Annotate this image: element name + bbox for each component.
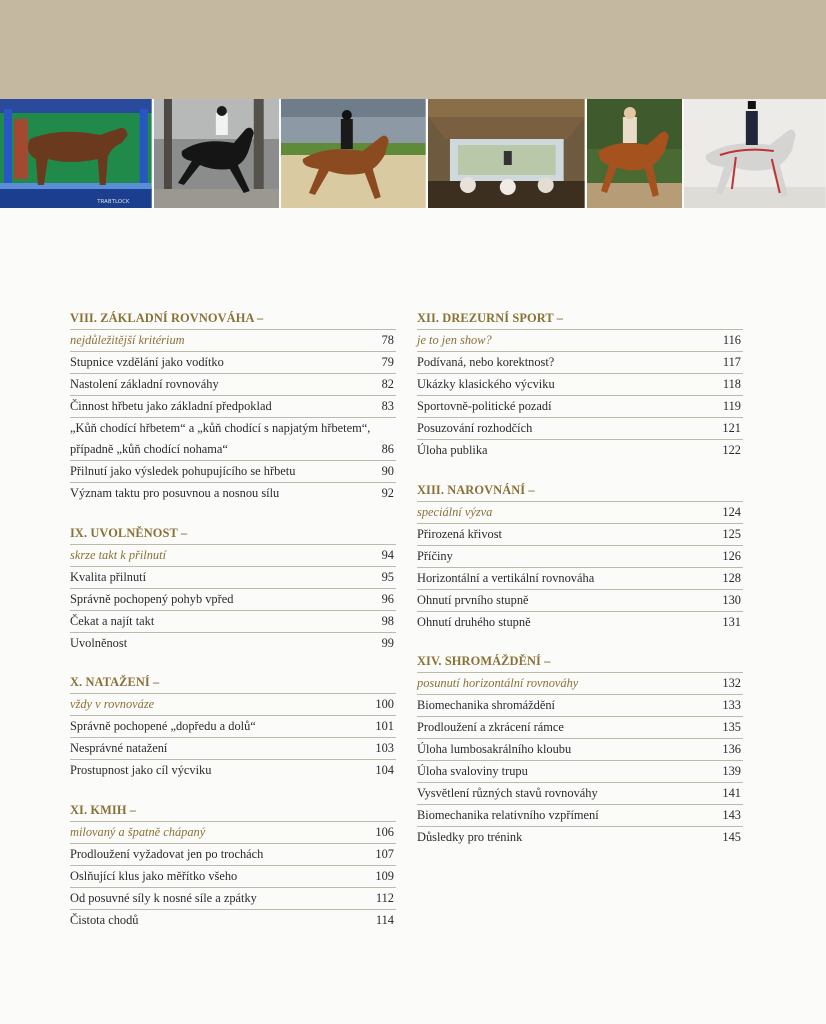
toc-entry[interactable] [70,588,396,610]
toc-entry[interactable] [70,373,396,395]
page-number: 103 [375,741,394,755]
toc-entry-title: Prodloužení a zkrácení rámce [417,720,564,734]
rider-chestnut-photo [587,99,683,208]
page-number: 117 [722,355,741,369]
page-number: 121 [722,421,741,435]
toc-entry[interactable] [70,843,396,865]
toc-entry-title: Ohnutí druhého stupně [417,614,531,629]
toc-entry-title: skrze takt k přilnutí [70,547,167,562]
toc-entry[interactable] [417,351,743,373]
grey-horse-skeleton-photo [684,99,826,208]
toc-entry-title: Nastolení základní rovnováhy [70,377,219,391]
toc-entry-title: Uvolněnost [70,635,128,650]
toc-entry-title: Přirozená křivost [417,526,502,541]
toc-entry[interactable] [70,737,396,759]
toc-entry-title: Důsledky pro trénink [417,830,523,844]
page-number: 106 [375,824,394,839]
page-number: 86 [381,442,394,456]
toc-entry[interactable] [417,545,743,567]
page-number: 78 [381,333,394,347]
toc-entry[interactable] [417,611,743,633]
page-number: 122 [722,443,741,457]
photo-caption: TRABTLOCK [97,199,130,205]
toc-entry-title: posunutí horizontální rovnováhy [417,676,579,690]
toc-entry-title: „Kůň chodící hřbetem“ a „kůň chodící s napjatým hřbetem“, [70,421,371,435]
toc-entry-title: Od posuvné síly k nosné síle a zpátky [70,890,257,905]
toc-entry-title: Čistota chodů [70,912,139,927]
page-number: 118 [722,377,741,391]
toc-entry-title: Sportovně-politické pozadí [417,399,552,413]
page-number: 133 [722,698,741,712]
toc-entry[interactable] [417,826,743,848]
toc-subtitle-row[interactable] [70,821,396,843]
page-number: 125 [722,526,741,541]
toc-entry-title: Podívaná, nebo korektnost? [417,355,555,369]
page-number: 90 [381,464,394,478]
toc-entry-title: Ukázky klasického výcviku [417,377,555,391]
page-number: 131 [722,614,741,629]
toc-entry-title: Nesprávné natažení [70,741,168,755]
toc-entry-title: Správně pochopený pohyb vpřed [70,591,234,606]
toc-subtitle-row[interactable] [417,672,743,694]
toc-section [70,308,396,504]
page-number: 109 [375,868,394,883]
toc-entry[interactable] [417,716,743,738]
toc-column-right [417,308,743,867]
toc-entry-title: Úloha svaloviny trupu [417,764,528,778]
toc-entry[interactable] [417,738,743,760]
page-number: 126 [722,548,741,563]
toc-entry-title: Oslňující klus jako měřítko všeho [70,868,238,883]
section-heading: VIII. ZÁKLADNÍ ROVNOVÁHA – [70,311,264,325]
toc-entry[interactable] [70,715,396,737]
toc-section [70,800,396,931]
toc-subtitle-row[interactable] [417,501,743,523]
page-number: 135 [722,720,741,734]
section-heading: XI. KMIH – [70,802,137,817]
toc-entry[interactable] [70,351,396,373]
section-heading: XII. DREZURNÍ SPORT – [417,311,564,325]
toc-entry-title: nejdůležitější kritérium [70,333,185,347]
toc-entry[interactable] [417,395,743,417]
page-number: 101 [375,719,394,733]
toc-section [70,672,396,781]
toc-entry-title: Kvalita přilnutí [70,569,147,584]
toc-entry-title: Čekat a najít takt [70,613,155,628]
toc-entry[interactable] [70,909,396,931]
toc-entry[interactable] [70,632,396,654]
toc-entry-title: vždy v rovnováze [70,697,155,711]
page-number: 96 [381,591,394,606]
toc-entry[interactable] [417,567,743,589]
toc-entry[interactable] [70,439,396,460]
toc-entry-title: Úloha publika [417,443,488,457]
page-number: 100 [375,697,394,711]
section-heading: X. NATAŽENÍ – [70,675,160,689]
toc-entry-title: Úloha lumbosakrálního kloubu [417,742,572,756]
top-color-band [0,0,826,99]
page-number: 99 [381,635,394,650]
horse-jumping-photo [154,99,280,208]
page-number: 112 [375,890,394,905]
toc-entry-title: je to jen show? [417,333,492,347]
section-heading: XIV. SHROMÁŽDĚNÍ – [417,654,551,668]
page-number: 116 [722,333,741,347]
toc-entry[interactable] [417,373,743,395]
toc-entry[interactable] [70,460,396,482]
toc-entry[interactable] [417,694,743,716]
page-number: 95 [381,569,394,584]
page-number: 128 [722,570,741,585]
toc-entry-title: Ohnutí prvního stupně [417,592,529,607]
toc-entry[interactable] [70,759,396,781]
toc-subtitle-row[interactable] [417,329,743,351]
toc-entry-title: speciální výzva [417,504,493,519]
dressage-arena-photo [281,99,426,208]
page-number: 104 [375,763,394,777]
page-number: 107 [375,846,394,861]
page-number: 136 [722,742,741,756]
toc-entry[interactable] [70,566,396,588]
toc-entry-title: Biomechanika shromáždění [417,698,555,712]
toc-entry-title: Prostupnost jako cíl výcviku [70,763,212,777]
toc-section [417,651,743,848]
judges-booth-photo [428,99,585,208]
toc-entry-title: případně „kůň chodící nohama“ [70,442,228,456]
toc-section [70,523,396,654]
toc-entry-title: Příčiny [417,548,453,563]
page-number: 139 [722,764,741,778]
toc-entry[interactable] [70,610,396,632]
photo-strip [0,99,826,208]
toc-entry-title: Horizontální a vertikální rovnováha [417,570,595,585]
toc-section [417,480,743,633]
toc-entry[interactable] [417,523,743,545]
toc-column-left [70,308,396,949]
page-number: 98 [381,613,394,628]
toc-entry[interactable] [417,804,743,826]
toc-entry[interactable] [70,395,396,417]
page-number: 79 [381,355,394,369]
toc-entry[interactable] [70,417,396,439]
toc-section [417,308,743,461]
toc-entry-title: Posuzování rozhodčích [417,421,533,435]
page-number: 119 [722,399,741,413]
toc-entry[interactable] [70,482,396,504]
toc-entry-title: Biomechanika relativního vzpřímení [417,808,599,822]
toc-entry-title: Správně pochopené „dopředu a dolů“ [70,719,256,733]
page-number: 130 [722,592,741,607]
page-number: 145 [722,830,741,844]
page-number: 82 [381,377,394,391]
page-number: 83 [381,399,394,413]
section-heading: IX. UVOLNĚNOST – [70,525,188,540]
toc-entry-title: Vysvětlení různých stavů rovnováhy [417,786,598,800]
toc-entry[interactable] [417,439,743,461]
section-heading: XIII. NAROVNÁNÍ – [417,482,535,497]
toc-entry-title: Přilnutí jako výsledek pohupujícího se hřbetu [70,464,296,478]
toc-entry-title: Význam taktu pro posuvnou a nosnou sílu [70,486,280,500]
page-number: 114 [375,912,394,927]
toc-subtitle-row[interactable] [70,544,396,566]
toc-entry-title: Činnost hřbetu jako základní předpoklad [70,399,272,413]
toc-entry[interactable] [417,589,743,611]
toc-subtitle-row[interactable] [70,693,396,715]
page-number: 132 [722,676,741,690]
toc-entry-title: milovaný a špatně chápaný [70,824,206,839]
toc-subtitle-row[interactable] [70,329,396,351]
toc-entry-title: Stupnice vzdělání jako vodítko [70,355,224,369]
page-number: 124 [722,504,741,519]
toc-entry[interactable] [417,417,743,439]
page-number: 141 [722,786,741,800]
toc-entry-title: Prodloužení vyžadovat jen po trochách [70,846,264,861]
page-number: 143 [722,808,741,822]
page-number: 94 [381,547,394,562]
toc-entry[interactable] [417,760,743,782]
toc-entry[interactable] [417,782,743,804]
toc-entry[interactable] [70,887,396,909]
toc-entry[interactable] [70,865,396,887]
horse-treadmill-photo [0,99,152,208]
page-number: 92 [381,486,394,500]
